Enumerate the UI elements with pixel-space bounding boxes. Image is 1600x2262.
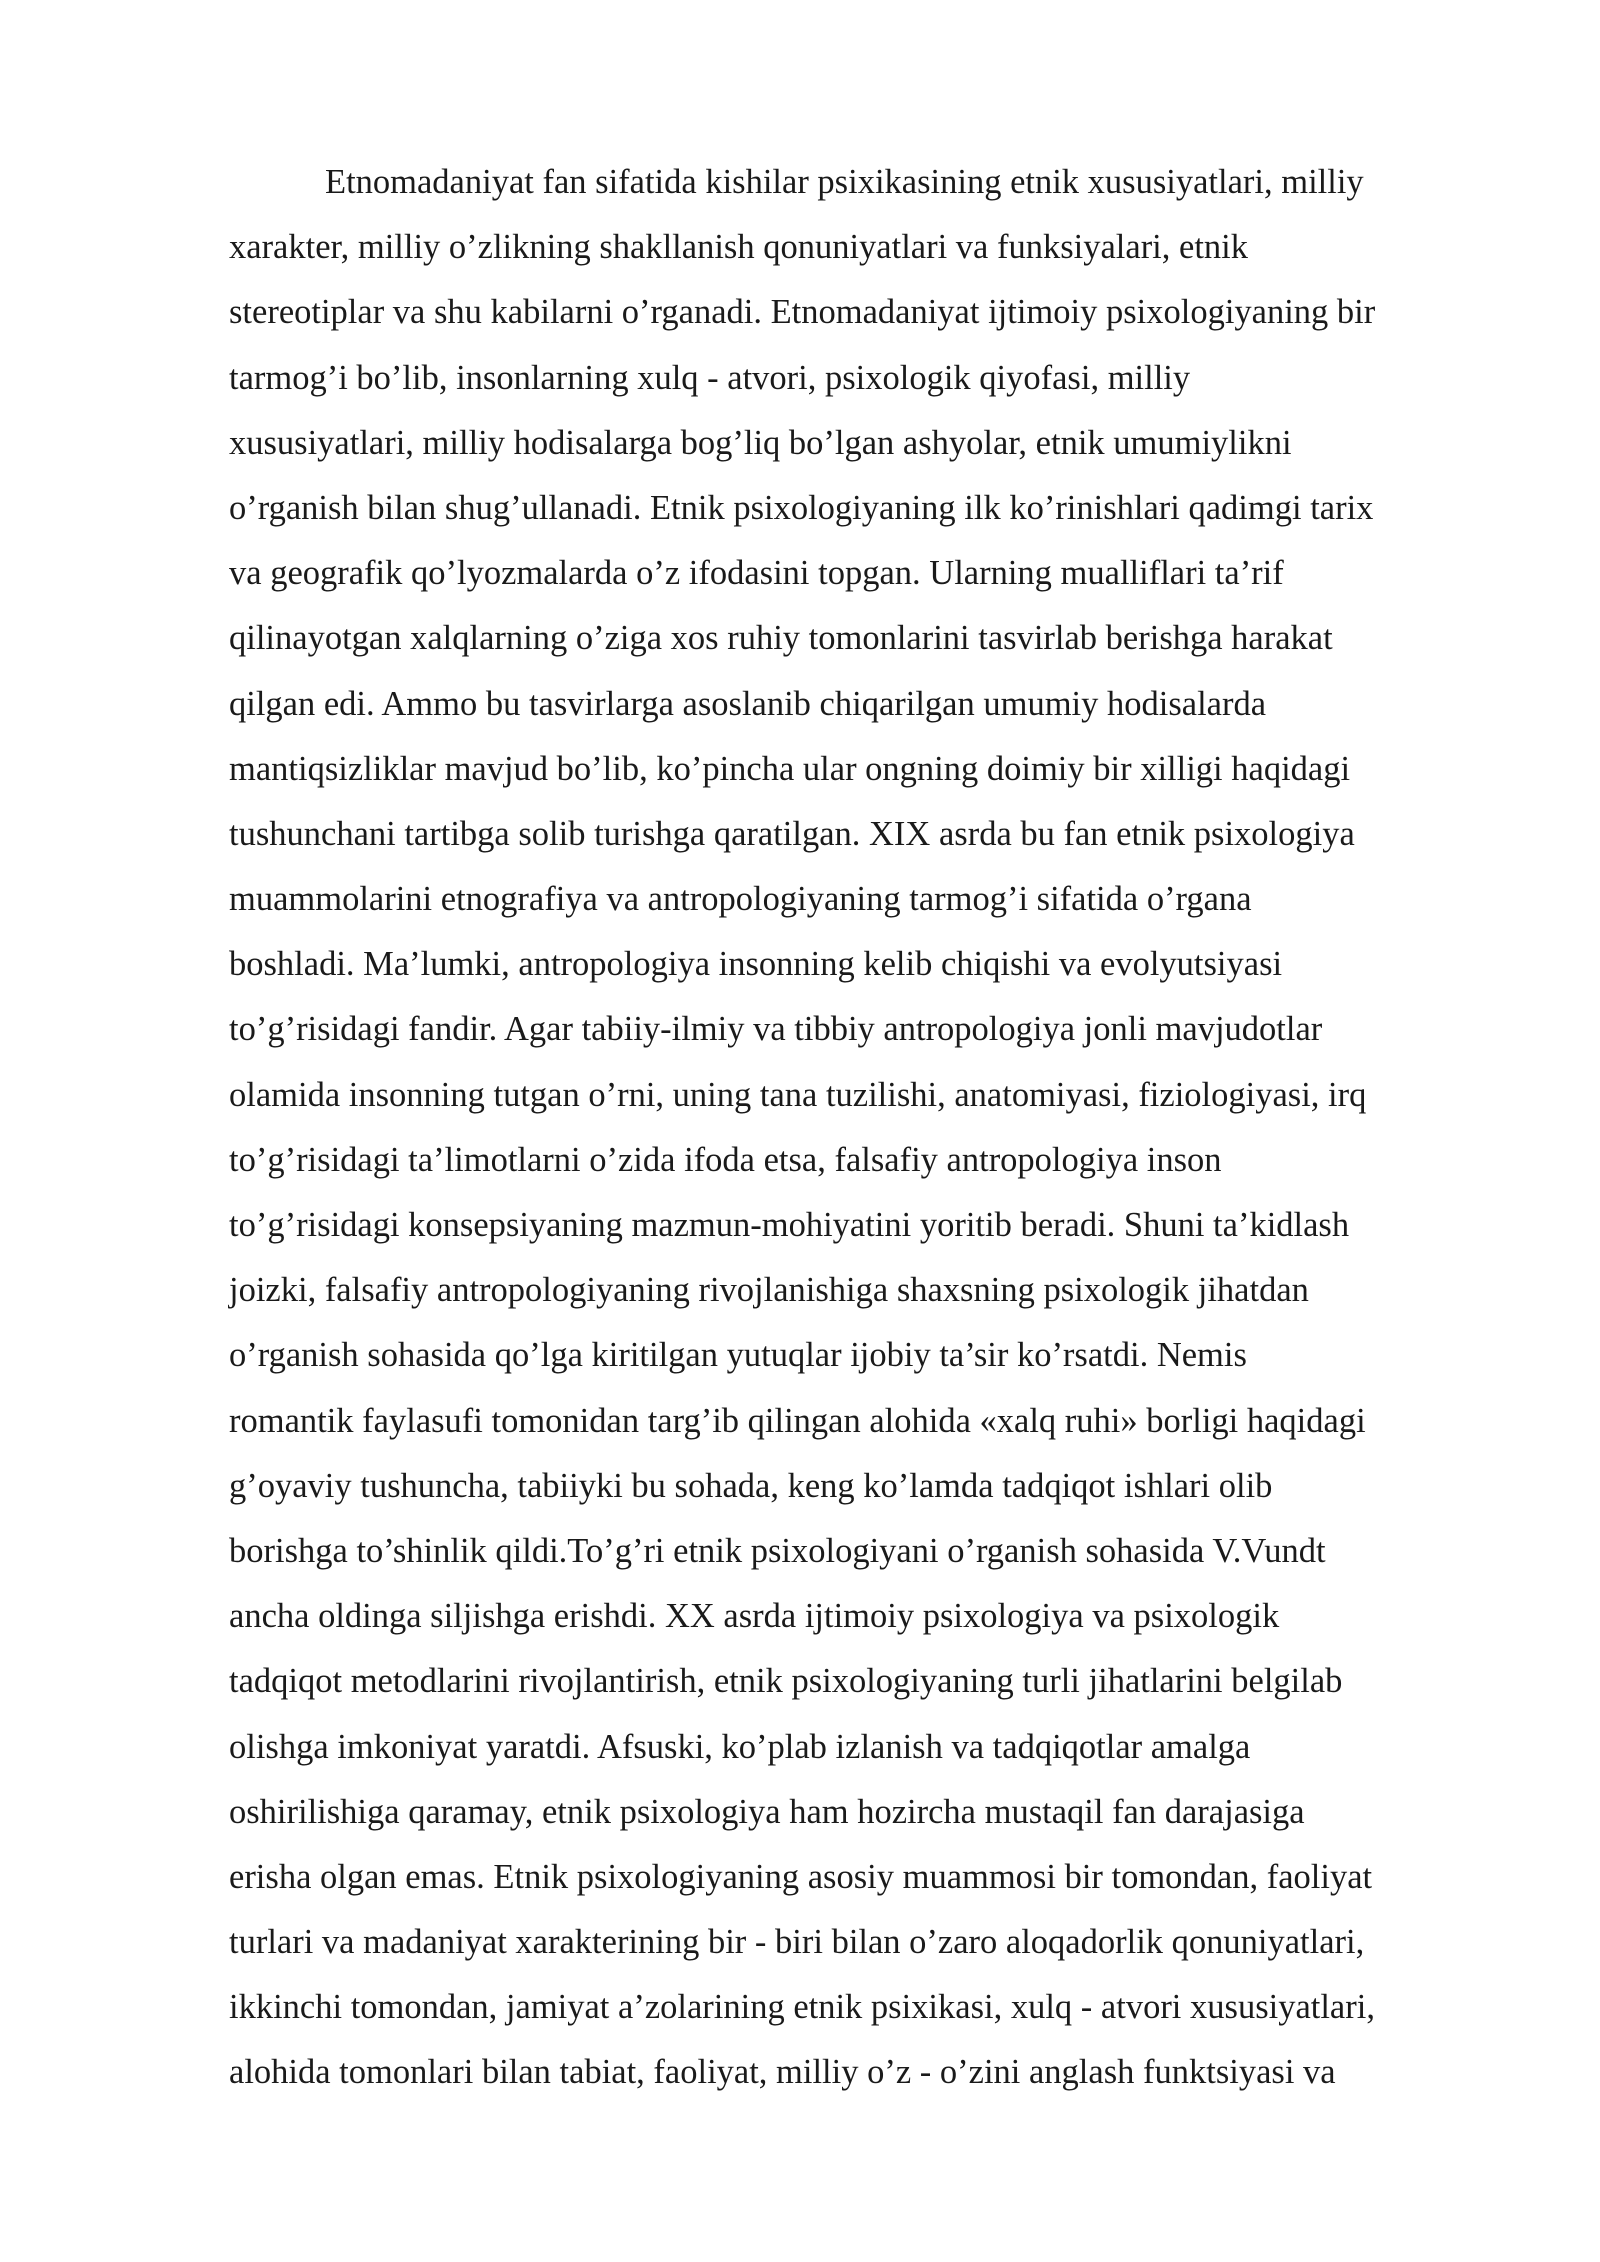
text-line: oshirilishiga qaramay, etnik psixologiya ham hozircha mustaqil fan darajasiga: [229, 1792, 1305, 1831]
text-line: xususiyatlari, milliy hodisalarga bog’liq bo’lgan ashyolar, etnik umumiylikni: [229, 423, 1292, 462]
text-line: tarmog’i bo’lib, insonlarning xulq - atvori, psixologik qiyofasi, milliy: [229, 358, 1191, 397]
text-line: g’oyaviy tushuncha, tabiiyki bu sohada, keng ko’lamda tadqiqot ishlari olib: [229, 1466, 1273, 1505]
body-paragraph: [229, 150, 1489, 2106]
text-line: mantiqsizliklar mavjud bo’lib, ko’pincha ular ongning doimiy bir xilligi haqidagi: [229, 749, 1351, 788]
text-line: boshladi. Ma’lumki, antropologiya insonning kelib chiqishi va evolyutsiyasi: [229, 945, 1283, 984]
text-line: stereotiplar va shu kabilarni o’rganadi. Etnomadaniyat ijtimoiy psixologiyaning bir: [229, 293, 1376, 332]
text-line: va geografik qo’lyozmalarda o’z ifodasini topgan. Ularning mualliflari ta’rif: [229, 554, 1284, 593]
text-line: tushunchani tartibga solib turishga qaratilgan. XIX asrda bu fan etnik psixologiya: [229, 814, 1355, 853]
text-line: borishga to’shinlik qildi.To’g’ri etnik psixologiyani o’rganish sohasida V.Vundt: [229, 1531, 1326, 1570]
text-line: o’rganish sohasida qo’lga kiritilgan yutuqlar ijobiy ta’sir ko’rsatdi. Nemis: [229, 1336, 1247, 1375]
text-line: to’g’risidagi fandir. Agar tabiiy-ilmiy va tibbiy antropologiya jonli mavjudotlar: [229, 1010, 1323, 1049]
text-line: Etnomadaniyat fan sifatida kishilar psixikasining etnik xususiyatlari, milliy: [325, 163, 1364, 201]
text-line: ancha oldinga siljishga erishdi. XX asrda ijtimoiy psixologiya va psixologik: [229, 1597, 1280, 1636]
text-line: olishga imkoniyat yaratdi. Afsuski, ko’plab izlanish va tadqiqotlar amalga: [229, 1727, 1251, 1766]
text-line: to’g’risidagi konsepsiyaning mazmun-mohiyatini yoritib beradi. Shuni ta’kidlash: [229, 1206, 1350, 1244]
text-line: turlari va madaniyat xarakterining bir - biri bilan o’zaro aloqadorlik qonuniyatlari,: [229, 1923, 1365, 1962]
text-line: romantik faylasufi tomonidan targ’ib qilingan alohida «xalq ruhi» borligi haqidagi: [229, 1401, 1366, 1440]
text-line: olamida insonning tutgan o’rni, uning tana tuzilishi, anatomiyasi, fiziologiyasi, irq: [229, 1075, 1367, 1114]
text-line: to’g’risidagi ta’limotlarni o’zida ifoda etsa, falsafiy antropologiya inson: [229, 1140, 1222, 1179]
text-line: joizki, falsafiy antropologiyaning rivojlanishiga shaxsning psixologik jihatdan: [229, 1271, 1309, 1310]
text-line: qilgan edi. Ammo bu tasvirlarga asoslanib chiqarilgan umumiy hodisalarda: [229, 684, 1267, 723]
text-line: alohida tomonlari bilan tabiat, faoliyat, milliy o’z - o’zini anglash funktsiyasi va: [229, 2053, 1336, 2092]
text-line: xarakter, milliy o’zlikning shakllanish qonuniyatlari va funksiyalari, etnik: [229, 228, 1248, 267]
text-line: muammolarini etnografiya va antropologiyaning tarmog’i sifatida o’rgana: [229, 880, 1252, 919]
text-line: o’rganish bilan shug’ullanadi. Etnik psixologiyaning ilk ko’rinishlari qadimgi tarix: [229, 488, 1374, 527]
text-line: tadqiqot metodlarini rivojlantirish, etnik psixologiyaning turli jihatlarini belgilab: [229, 1662, 1343, 1701]
text-line: ikkinchi tomondan, jamiyat a’zolarining etnik psixikasi, xulq - atvori xususiyatlari,: [229, 1988, 1375, 2027]
text-line: qilinayotgan xalqlarning o’ziga xos ruhiy tomonlarini tasvirlab berishga harakat: [229, 619, 1333, 658]
text-line: erisha olgan emas. Etnik psixologiyaning asosiy muammosi bir tomondan, faoliyat: [229, 1857, 1373, 1896]
